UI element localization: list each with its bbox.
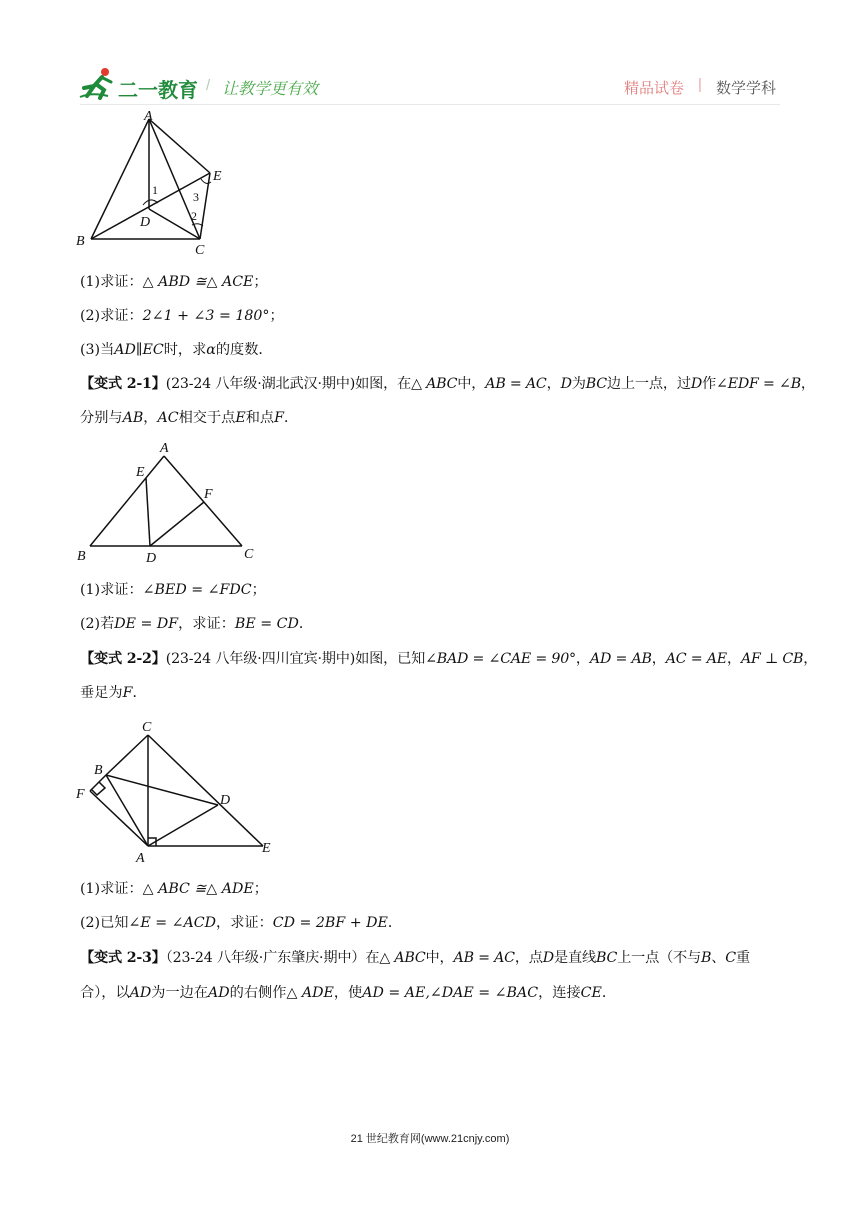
variant-2-2-line-2 — [80, 683, 147, 703]
text: (1)求证： — [80, 881, 143, 897]
text: ，求证： — [216, 915, 273, 931]
text: (2)若 — [80, 616, 115, 632]
header-label-papers: 精品试卷 — [624, 80, 685, 97]
math: BC — [585, 376, 607, 392]
math: C — [725, 950, 736, 966]
text: 相交于点 — [178, 410, 236, 426]
math: AC — [157, 410, 179, 426]
math: △ ABC — [379, 950, 426, 966]
text: ； — [251, 582, 266, 598]
math: BE = CD — [234, 616, 299, 632]
math: AB = AC — [485, 376, 547, 392]
text: ． — [283, 410, 299, 426]
text: ， — [651, 651, 666, 667]
fig2-label-f: F — [204, 487, 213, 502]
math: F — [274, 410, 284, 426]
text: 如图，在 — [355, 376, 412, 392]
math: ∠BAD = ∠CAE = 90° — [425, 651, 576, 667]
text: (1)求证： — [80, 274, 143, 290]
source: (23-24 八年级·四川宜宾·期中) — [165, 651, 356, 667]
math: D — [560, 376, 572, 392]
math: ∠E = ∠ACD — [128, 915, 216, 931]
math: ∠EDF = ∠B — [716, 376, 801, 392]
fig1-label-c: C — [195, 243, 205, 256]
text: 和点 — [245, 410, 275, 426]
fig3-label-c: C — [142, 720, 152, 735]
header-slash: / — [206, 77, 211, 94]
math: AD∥EC — [114, 342, 164, 358]
q1-part-2 — [80, 306, 284, 326]
text: ； — [253, 881, 268, 897]
fig2-label-b: B — [77, 549, 86, 564]
text: 是直线 — [553, 950, 596, 966]
text: ； — [269, 308, 284, 324]
page-header — [0, 0, 860, 110]
math: ∠BED = ∠FDC — [142, 582, 252, 598]
text: 垂足为 — [80, 685, 123, 701]
text: 边上一点，过 — [606, 376, 691, 392]
source: (23-24 八年级·湖北武汉·期中) — [165, 376, 356, 392]
header-divider: | — [698, 76, 702, 93]
variant-2-3-line-2 — [80, 983, 616, 1003]
slogan: 让教学更有效 — [222, 81, 319, 98]
text: ， — [803, 651, 818, 667]
math: 2∠1 + ∠3 = 180° — [142, 308, 270, 324]
text: 为 — [571, 376, 586, 392]
math: △ ABC — [411, 376, 458, 392]
variant-tag: 【变式 2-3】 — [80, 950, 166, 966]
source: （23-24 八年级·广东肇庆·期中） — [165, 950, 366, 966]
math: AB — [122, 410, 144, 426]
variant-2-2-part-2 — [80, 913, 402, 933]
figure-3 — [70, 714, 285, 866]
math: α — [206, 342, 216, 358]
fig1-label-b: B — [76, 234, 85, 249]
math: D — [542, 950, 554, 966]
logo-text: 二一教育 — [118, 80, 198, 102]
fig2-label-c: C — [244, 547, 254, 562]
text: (2)求证： — [80, 308, 143, 324]
text: ， — [726, 651, 741, 667]
text: ， — [546, 376, 561, 392]
text: 重 — [735, 950, 750, 966]
text: ，连接 — [538, 985, 581, 1001]
fig3-label-f: F — [76, 787, 85, 802]
text: ； — [253, 274, 268, 290]
math: AD = AE,∠DAE = ∠BAC — [362, 985, 539, 1001]
text: 作 — [702, 376, 717, 392]
fig3-label-b: B — [94, 763, 103, 778]
header-rule — [80, 104, 780, 105]
math: E — [235, 410, 246, 426]
text: ， — [800, 376, 815, 392]
math: △ ABC ≅△ ADE — [142, 881, 254, 897]
q1-part-3 — [80, 340, 273, 360]
variant-2-1-line-1 — [80, 374, 815, 394]
fig3-label-e: E — [262, 841, 271, 856]
q1-part-1 — [80, 272, 268, 292]
math: AB = AC — [453, 950, 515, 966]
text: (2)已知 — [80, 915, 129, 931]
fig2-label-a: A — [160, 441, 169, 456]
text: (1)求证： — [80, 582, 143, 598]
text: ． — [132, 685, 147, 701]
text: 合），以 — [80, 985, 130, 1001]
math: △ ADE — [286, 985, 334, 1001]
text: ，求证： — [178, 616, 235, 632]
text: 、 — [711, 950, 726, 966]
math: F — [122, 685, 133, 701]
fig3-label-a: A — [136, 851, 145, 866]
text: ，点 — [514, 950, 543, 966]
variant-2-2-line-1 — [80, 649, 817, 669]
math: CD = 2BF + DE — [272, 915, 388, 931]
math: AF ⊥ CB — [740, 651, 804, 667]
text: (3)当 — [80, 342, 115, 358]
text: ， — [575, 651, 590, 667]
math: D — [690, 376, 703, 392]
math: DE = DF — [114, 616, 179, 632]
fig1-label-d: D — [140, 215, 151, 230]
fig1-label-1: 1 — [152, 183, 158, 197]
header-label-subject: 数学学科 — [716, 80, 777, 97]
fig1-label-e: E — [213, 169, 222, 184]
math: AD = AB — [589, 651, 652, 667]
text: 为一边在 — [151, 985, 209, 1001]
math: B — [701, 950, 712, 966]
text: 在 — [365, 950, 380, 966]
runner-logo-icon — [78, 66, 120, 100]
figure-1 — [70, 108, 240, 256]
math: AD — [129, 985, 152, 1001]
math: AD — [208, 985, 230, 1001]
fig2-label-e: E — [136, 465, 145, 480]
figure-2 — [70, 436, 270, 570]
math: CE — [580, 985, 602, 1001]
text: 如图，已知 — [355, 651, 426, 667]
variant-2-1-line-2 — [80, 408, 298, 428]
fig1-label-a: A — [144, 109, 153, 124]
fig1-label-2: 2 — [191, 209, 197, 223]
math: △ ABD ≅△ ACE — [142, 274, 254, 290]
text: 的右侧作 — [229, 985, 287, 1001]
variant-2-2-part-1 — [80, 879, 268, 899]
text: ，使 — [333, 985, 363, 1001]
text: 上一点（不与 — [617, 950, 702, 966]
math: AC = AE — [665, 651, 727, 667]
variant-2-3-line-1 — [80, 948, 750, 968]
fig2-label-d: D — [146, 551, 157, 566]
variant-tag: 【变式 2-1】 — [80, 376, 166, 392]
text: ． — [387, 915, 403, 931]
text: 中， — [425, 950, 454, 966]
text: 的度数． — [215, 342, 273, 358]
math: BC — [595, 950, 618, 966]
text: ． — [601, 985, 617, 1001]
fig3-label-d: D — [220, 793, 231, 808]
variant-tag: 【变式 2-2】 — [80, 651, 166, 667]
variant-2-1-part-1 — [80, 580, 266, 600]
text: 时，求 — [163, 342, 207, 358]
text: 中， — [457, 376, 486, 392]
text: 分别与 — [80, 410, 123, 426]
variant-2-1-part-2 — [80, 614, 313, 634]
fig1-label-3: 3 — [193, 190, 199, 204]
text: ， — [143, 410, 158, 426]
text: ． — [298, 616, 314, 632]
page-footer: 21 世纪教育网(www.21cnjy.com) — [350, 1133, 510, 1145]
